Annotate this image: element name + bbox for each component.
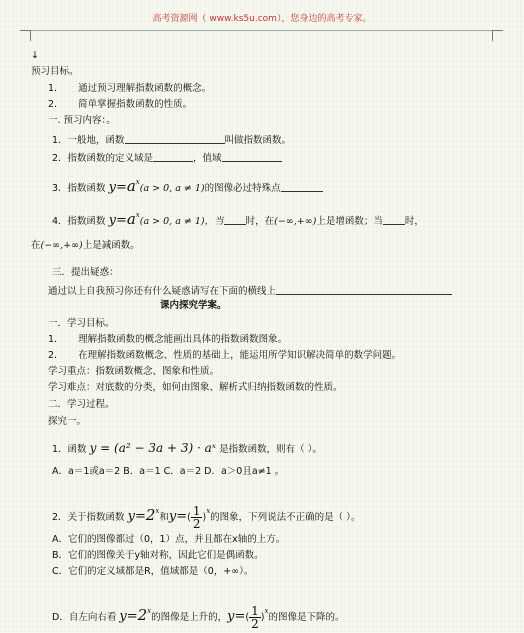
question-3-suffix: 的图像必过特殊点 [204,183,281,194]
problem-2-prefix: 2．关于指数函数 [52,512,125,523]
option-d-suffix: 的图像是下降的。 [268,612,345,623]
math-eq: = [134,509,146,524]
question-4 [52,207,424,230]
math-a: a [126,177,136,195]
question-2 [52,151,282,165]
question-1 [52,133,291,147]
question-4-cont-prefix: 在 [31,240,41,251]
math-two: 2 [137,606,148,624]
fraction-numerator: 1 [192,504,201,518]
corner-mark-right [492,30,503,41]
problem-1-suffix: 是指数函数，则有（ ）。 [219,444,322,455]
goal-text: 简单掌握指数函数的性质。 [78,99,193,110]
question-4-cont-text: 上是减函数。 [82,240,140,251]
question-1-suffix: 叫做指数函数。 [224,135,292,146]
problem-1-options: A．a＝1或a＝2 B．a＝1 C．a＝2 D．a＞0且a≠1 。 [52,466,285,477]
math-eq: = [176,509,188,524]
class-title: 课内探究学案。 [160,300,227,311]
question-4-continued [31,240,140,252]
paragraph-mark: ↓ [31,50,39,61]
option-b: B．它们的图像关于y轴对称，因此它们是偶函数。 [52,550,264,561]
doubt-prompt [48,284,452,298]
interval: (−∞,+∞) [274,216,317,227]
option-a: A．它们的图像都过（0，1）点，并且都在x轴的上方。 [52,534,286,545]
header-rule [30,30,492,31]
problem-1-formula: y = (a² − 3a + 3) · aˣ [89,441,217,455]
question-3-formula: (a > 0, a ≠ 1) [139,183,205,194]
answer-blank[interactable] [383,214,405,225]
question-3 [52,174,323,197]
fraction-one-half [249,605,261,630]
question-2-prefix: 2．指数函数的定义域是 [52,153,154,164]
answer-blank[interactable] [153,151,193,162]
math-x: x [135,211,140,219]
math-eq: = [126,609,138,624]
math-y: y [168,509,177,524]
math-x: x [155,507,160,515]
answer-blank[interactable] [222,151,282,162]
math-y: y [108,213,116,228]
answer-blank[interactable] [125,133,225,144]
preview-title: 预习目标。 [31,66,79,77]
key-point: 学习重点：指数函数概念、图象和性质。 [48,366,220,377]
explore-title: 探究一。 [48,416,87,427]
goal-item [48,83,211,95]
fraction-denominator: 2 [192,517,201,531]
question-4-mid: 时，在 [245,216,275,227]
question-4-end: 时， [404,216,424,227]
math-x: x [147,607,152,615]
option-c: C．它们的定义域都是R，值域都是（0，+∞）。 [52,566,254,577]
math-x: x [264,607,269,615]
answer-blank[interactable] [224,214,246,225]
question-4-mid: 上是增函数；当 [316,216,383,227]
math-x: x [206,507,211,515]
option-d-prefix: D．自左向右看 [52,612,117,623]
question-4-prefix: 4．指数函数 [52,216,106,227]
section-learning-goals: 一．学习目标。 [48,318,115,329]
goal-item [48,99,192,111]
fraction-one-half [191,505,203,530]
math-eq: = [234,609,246,624]
learning-goal-item [48,334,287,346]
goal-num: 1. [48,83,58,94]
learning-goal-text: 在理解指数函数概念、性质的基础上，能运用所学知识解决简单的数学问题。 [78,350,402,361]
math-y: y [119,609,127,624]
interval: (−∞,+∞) [40,240,83,251]
doubt-blank[interactable] [276,284,452,295]
problem-2-and: 和 [159,512,169,523]
section-learning-process: 二．学习过程。 [48,399,115,410]
math-y: y [127,509,135,524]
math-a: a [126,210,136,228]
doubt-text: 通过以上自我预习你还有什么疑惑请写在下面的横线上 [48,286,277,297]
option-d-mid: 的图像是上升的， [151,612,228,623]
option-d: D．自左向右看 $y=2^x$的图像是上升的，y=( $\frac{1}{2}$ )$^x$的图像是下降的。 [52,604,345,631]
answer-blank[interactable] [281,181,323,192]
difficulty: 学习难点：对底数的分类，如何由图象、解析式归纳指数函数的性质。 [48,382,343,393]
fraction-denominator: 2 [251,617,259,631]
learning-goal-text: 理解指数函数的概念能画出具体的指数函数图象。 [78,334,288,345]
problem-1 [52,440,322,458]
page-header: 高考资源网（ www.ks5u.com），您身边的高考专家。 [152,14,372,24]
math-y: y [108,180,116,195]
problem-2-suffix: 的图象，下列说法不正确的是（ ）。 [210,512,361,523]
math-two: 2 [145,506,156,524]
learning-goal-num: 2. [48,350,58,361]
question-4-formula: (a > 0, a ≠ 1)，当 [139,216,224,227]
learning-goal-num: 1. [48,334,58,345]
goal-text: 通过预习理解指数函数的概念。 [78,83,212,94]
goal-num: 2. [48,99,58,110]
section-preview-content: 一. 预习内容：。 [48,115,116,126]
learning-goal-item [48,350,401,362]
math-eq: = [115,180,127,195]
fraction-numerator: 1 [251,604,259,618]
math-y: y [227,609,235,624]
question-1-prefix: 1．一般地，函数 [52,135,125,146]
corner-mark-left [20,30,31,41]
math-x: x [135,178,140,186]
math-eq: = [115,213,127,228]
problem-1-prefix: 1．函数 [52,444,87,455]
problem-2: 2．关于指数函数 $y=2^x$和y=( $\frac{1}{2}$ )$^x$的图象，下列说法不正确的是（ ）。 [52,504,361,531]
question-3-prefix: 3．指数函数 [52,183,106,194]
section-doubts: 三．提出疑惑： [52,267,119,278]
question-2-mid: ，值域 [193,153,222,164]
